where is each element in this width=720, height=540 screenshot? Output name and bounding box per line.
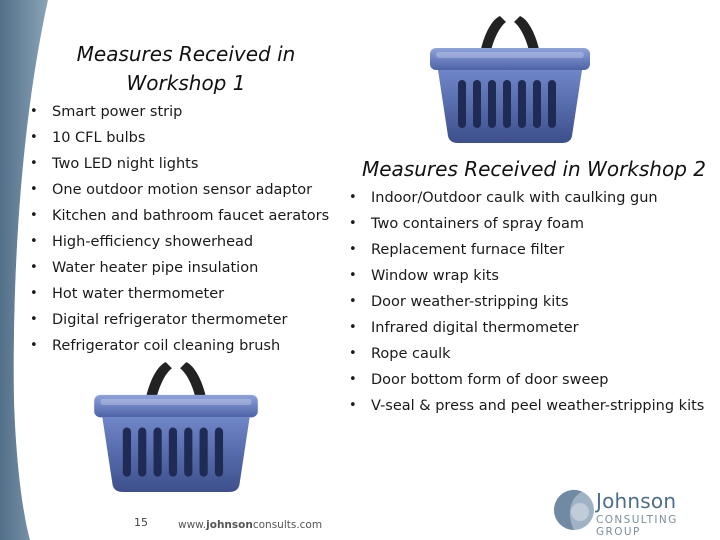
- list-item: • V-seal & press and peel weather-stripping kits: [349, 393, 704, 419]
- list-item: • Window wrap kits: [349, 263, 704, 289]
- list-item: • Two LED night lights: [30, 151, 329, 177]
- list-item: • Smart power strip: [30, 99, 329, 125]
- list-item: • Two containers of spray foam: [349, 211, 704, 237]
- list-item: • High-efficiency showerhead: [30, 229, 329, 255]
- list-item: • Infrared digital thermometer: [349, 315, 704, 341]
- list-item: • One outdoor motion sensor adaptor: [30, 177, 329, 203]
- list-item: • 10 CFL bulbs: [30, 125, 329, 151]
- shopping-basket-icon: [92, 358, 260, 493]
- workshop1-heading-line1: Measures Received in: [76, 42, 296, 66]
- list-item: • Water heater pipe insulation: [30, 255, 329, 281]
- website-suffix: consults.com: [252, 519, 323, 531]
- workshop1-heading: [72, 40, 300, 98]
- johnson-logo-mark: [552, 488, 596, 532]
- website-prefix: www.: [178, 519, 207, 531]
- list-item: • Indoor/Outdoor caulk with caulking gun: [349, 185, 704, 211]
- website-link[interactable]: [178, 519, 322, 531]
- logo-name: Johnson: [596, 489, 677, 513]
- website-bold: johnson: [206, 519, 253, 531]
- list-item: • Kitchen and bathroom faucet aerators: [30, 203, 329, 229]
- page-number: 15: [134, 516, 148, 529]
- list-item: • Door bottom form of door sweep: [349, 367, 704, 393]
- list-item: • Rope caulk: [349, 341, 704, 367]
- workshop1-list: [30, 99, 329, 359]
- list-item: • Refrigerator coil cleaning brush: [30, 333, 329, 359]
- shopping-basket-icon: [428, 12, 592, 144]
- list-item: • Replacement furnace filter: [349, 237, 704, 263]
- list-item: • Digital refrigerator thermometer: [30, 307, 329, 333]
- workshop2-list: [349, 185, 704, 419]
- logo-subtitle: CONSULTING GROUP: [596, 514, 678, 538]
- workshop2-heading: Measures Received in Workshop 2: [362, 157, 706, 181]
- list-item: • Hot water thermometer: [30, 281, 329, 307]
- list-item: • Door weather-stripping kits: [349, 289, 704, 315]
- workshop1-heading-line2: Workshop 1: [126, 71, 246, 95]
